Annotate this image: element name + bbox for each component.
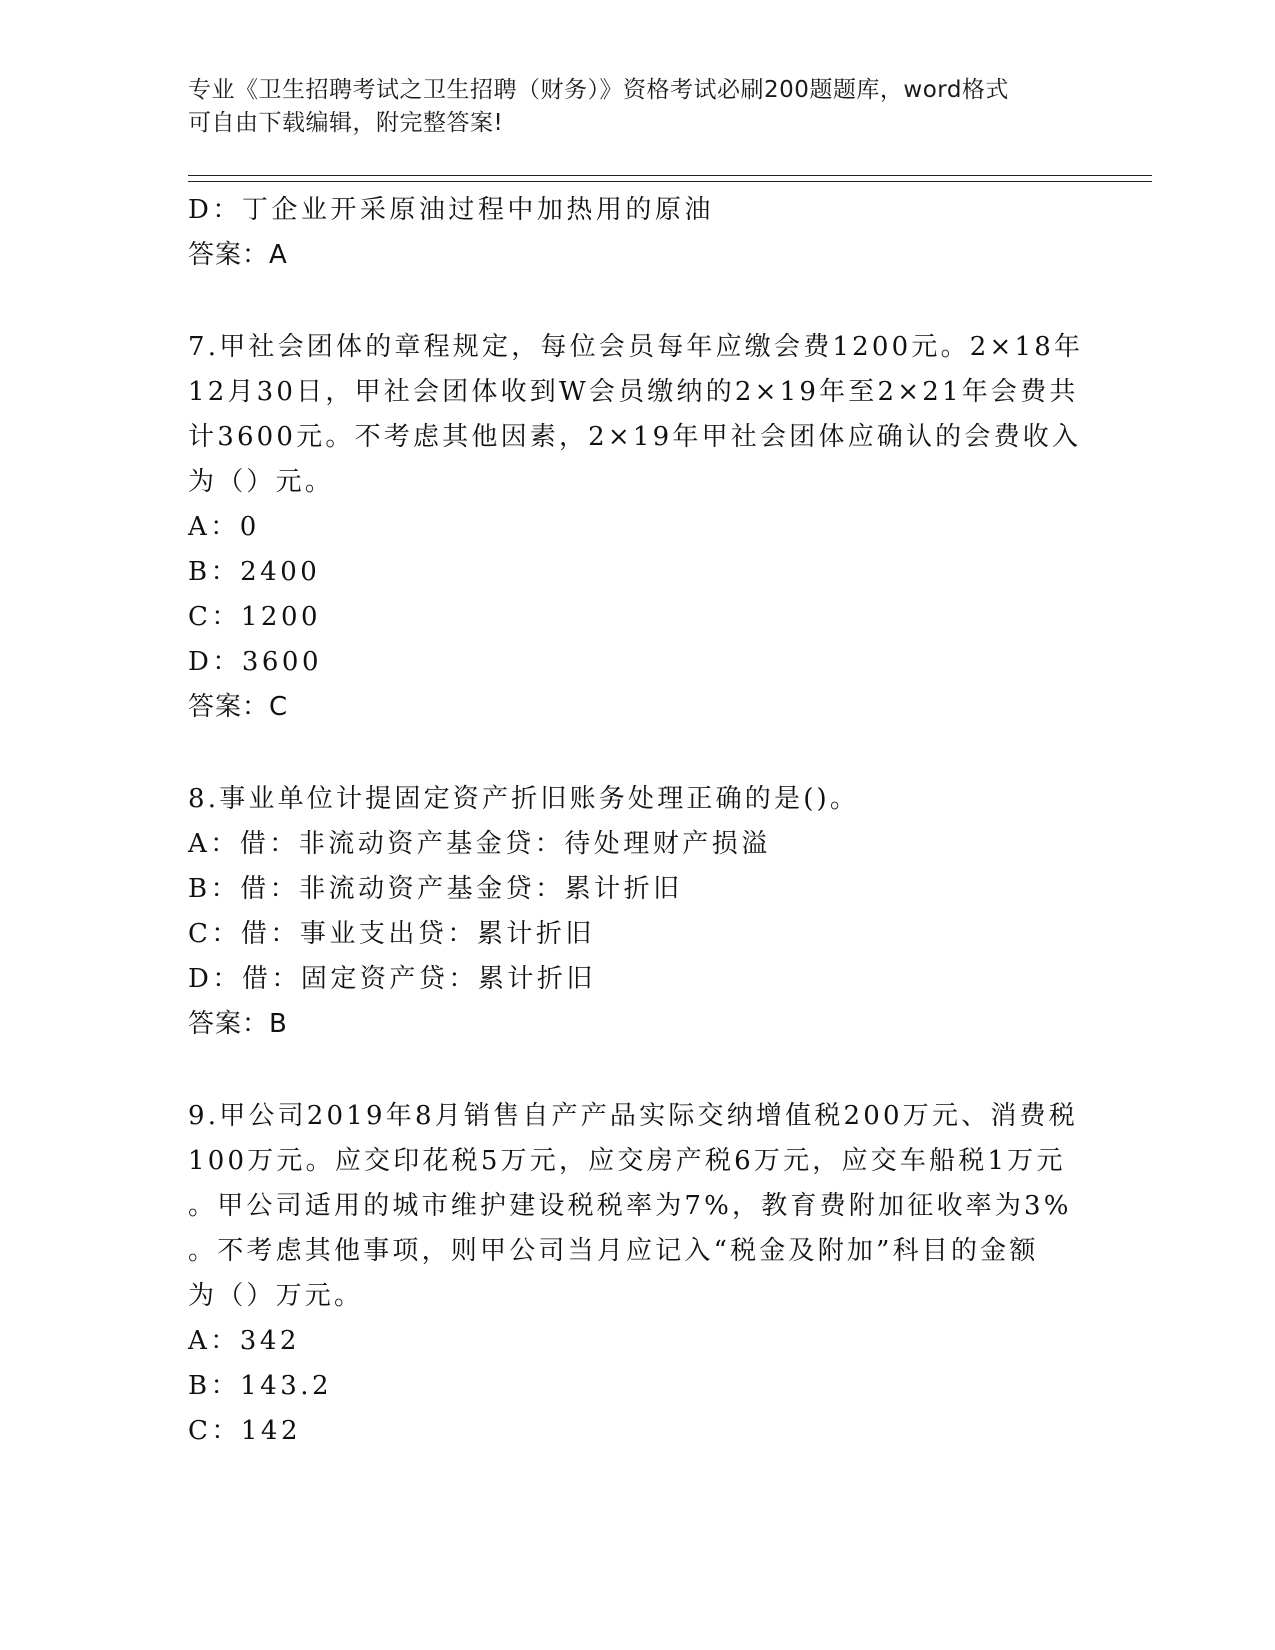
question-7 bbox=[188, 325, 1088, 730]
option-c: C：1200 bbox=[188, 602, 322, 632]
header-divider-bottom bbox=[188, 181, 1152, 182]
answer-line: 答案：C bbox=[188, 692, 289, 722]
option-b: B：2400 bbox=[188, 557, 321, 587]
previous-question-tail bbox=[188, 188, 1088, 278]
option-b: B：借：非流动资产基金贷：累计折旧 bbox=[188, 874, 683, 904]
option-c: C：142 bbox=[188, 1416, 302, 1446]
option-a: A：0 bbox=[188, 512, 260, 542]
stem-line: 12月30日，甲社会团体收到W会员缴纳的2×19年至2×21年会费共 bbox=[188, 377, 1079, 407]
stem-line: 为（）元。 bbox=[188, 467, 335, 497]
option-b: B：143.2 bbox=[188, 1371, 333, 1401]
option-d: D：借：固定资产贷：累计折旧 bbox=[188, 964, 596, 994]
option-a: A：借：非流动资产基金贷：待处理财产损溢 bbox=[188, 829, 771, 859]
stem-line: 8.事业单位计提固定资产折旧账务处理正确的是()。 bbox=[188, 784, 860, 814]
document-body bbox=[188, 188, 1088, 1454]
header-divider-top bbox=[188, 175, 1152, 176]
option-d: D：丁企业开采原油过程中加热用的原油 bbox=[188, 195, 714, 225]
answer-line: 答案：B bbox=[188, 1009, 288, 1039]
document-header bbox=[188, 74, 1068, 140]
stem-line: 。不考虑其他事项，则甲公司当月应记入“税金及附加”科目的金额 bbox=[188, 1236, 1039, 1266]
question-9 bbox=[188, 1094, 1088, 1454]
stem-line: 9.甲公司2019年8月销售自产产品实际交纳增值税200万元、消费税 bbox=[188, 1101, 1078, 1131]
option-c: C：借：事业支出贷：累计折旧 bbox=[188, 919, 595, 949]
question-stem bbox=[188, 1094, 1088, 1319]
header-line-1: 专业《卫生招聘考试之卫生招聘（财务）》资格考试必刷200题题库，word格式 bbox=[188, 77, 1009, 103]
stem-line: 。甲公司适用的城市维护建设税税率为7%，教育费附加征收率为3% bbox=[188, 1191, 1072, 1221]
header-line-2: 可自由下载编辑，附完整答案! bbox=[188, 110, 504, 136]
stem-line: 为（）万元。 bbox=[188, 1281, 364, 1311]
option-d: D：3600 bbox=[188, 647, 323, 677]
option-a: A：342 bbox=[188, 1326, 300, 1356]
question-8 bbox=[188, 777, 1088, 1047]
stem-line: 100万元。应交印花税5万元，应交房产税6万元，应交车船税1万元 bbox=[188, 1146, 1066, 1176]
stem-line: 计3600元。不考虑其他因素，2×19年甲社会团体应确认的会费收入 bbox=[188, 422, 1082, 452]
question-stem bbox=[188, 325, 1088, 505]
answer-line: 答案：A bbox=[188, 240, 288, 270]
question-stem bbox=[188, 777, 1088, 822]
stem-line: 7.甲社会团体的章程规定，每位会员每年应缴会费1200元。2×18年 bbox=[188, 332, 1084, 362]
